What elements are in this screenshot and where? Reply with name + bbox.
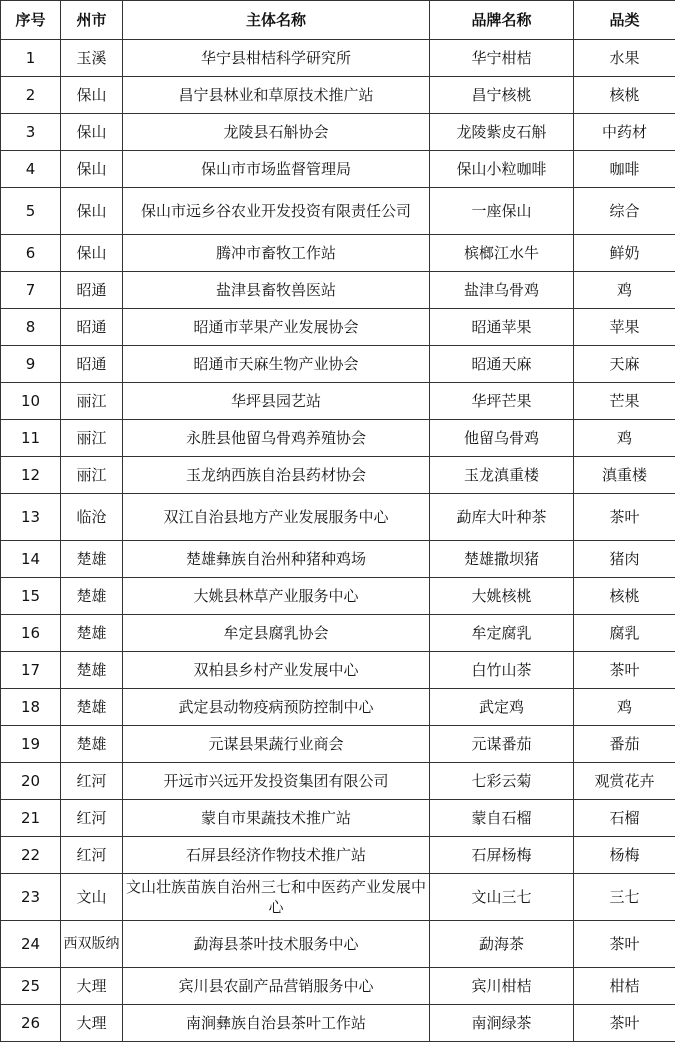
table-row xyxy=(1,151,675,188)
cell-prefecture: 昭通 xyxy=(61,309,123,346)
table-row xyxy=(1,188,675,235)
cell-prefecture: 昭通 xyxy=(61,346,123,383)
table-row xyxy=(1,874,675,921)
cell-prefecture: 丽江 xyxy=(61,457,123,494)
cell-brand-name: 宾川柑桔 xyxy=(430,968,574,1005)
cell-category: 中药材 xyxy=(574,114,675,151)
cell-prefecture: 丽江 xyxy=(61,420,123,457)
cell-prefecture: 楚雄 xyxy=(61,652,123,689)
cell-entity-name: 勐海县茶叶技术服务中心 xyxy=(123,921,430,968)
cell-entity-name: 大姚县林草产业服务中心 xyxy=(123,578,430,615)
cell-index: 8 xyxy=(1,309,61,346)
cell-entity-name: 牟定县腐乳协会 xyxy=(123,615,430,652)
cell-brand-name: 蒙自石榴 xyxy=(430,800,574,837)
table-row xyxy=(1,763,675,800)
cell-entity-name: 南涧彝族自治县茶叶工作站 xyxy=(123,1005,430,1042)
cell-entity-name: 双柏县乡村产业发展中心 xyxy=(123,652,430,689)
cell-category: 三七 xyxy=(574,874,675,921)
table-row xyxy=(1,272,675,309)
cell-index: 6 xyxy=(1,235,61,272)
cell-entity-name: 保山市市场监督管理局 xyxy=(123,151,430,188)
cell-category: 腐乳 xyxy=(574,615,675,652)
cell-prefecture: 保山 xyxy=(61,77,123,114)
cell-prefecture: 楚雄 xyxy=(61,726,123,763)
cell-category: 综合 xyxy=(574,188,675,235)
cell-index: 16 xyxy=(1,615,61,652)
cell-category: 鸡 xyxy=(574,689,675,726)
cell-brand-name: 石屏杨梅 xyxy=(430,837,574,874)
cell-category: 天麻 xyxy=(574,346,675,383)
cell-category: 茶叶 xyxy=(574,921,675,968)
cell-index: 25 xyxy=(1,968,61,1005)
header-prefecture: 州市 xyxy=(61,1,123,40)
cell-category: 芒果 xyxy=(574,383,675,420)
cell-index: 1 xyxy=(1,40,61,77)
cell-prefecture: 大理 xyxy=(61,968,123,1005)
cell-prefecture: 楚雄 xyxy=(61,615,123,652)
cell-brand-name: 白竹山茶 xyxy=(430,652,574,689)
table-row xyxy=(1,309,675,346)
cell-entity-name: 武定县动物疫病预防控制中心 xyxy=(123,689,430,726)
cell-category: 咖啡 xyxy=(574,151,675,188)
cell-category: 滇重楼 xyxy=(574,457,675,494)
cell-category: 番茄 xyxy=(574,726,675,763)
cell-index: 24 xyxy=(1,921,61,968)
cell-prefecture: 丽江 xyxy=(61,383,123,420)
cell-category: 苹果 xyxy=(574,309,675,346)
cell-entity-name: 开远市兴远开发投资集团有限公司 xyxy=(123,763,430,800)
table-row xyxy=(1,40,675,77)
cell-entity-name: 永胜县他留乌骨鸡养殖协会 xyxy=(123,420,430,457)
cell-prefecture: 临沧 xyxy=(61,494,123,541)
cell-brand-name: 保山小粒咖啡 xyxy=(430,151,574,188)
table-row xyxy=(1,726,675,763)
cell-prefecture: 红河 xyxy=(61,837,123,874)
table-row xyxy=(1,457,675,494)
table-row xyxy=(1,837,675,874)
cell-prefecture: 保山 xyxy=(61,235,123,272)
cell-category: 茶叶 xyxy=(574,494,675,541)
cell-category: 观赏花卉 xyxy=(574,763,675,800)
cell-brand-name: 牟定腐乳 xyxy=(430,615,574,652)
cell-entity-name: 华坪县园艺站 xyxy=(123,383,430,420)
cell-entity-name: 楚雄彝族自治州种猪种鸡场 xyxy=(123,541,430,578)
cell-entity-name: 元谋县果蔬行业商会 xyxy=(123,726,430,763)
cell-brand-name: 龙陵紫皮石斛 xyxy=(430,114,574,151)
cell-index: 13 xyxy=(1,494,61,541)
cell-prefecture: 昭通 xyxy=(61,272,123,309)
cell-brand-name: 勐库大叶种茶 xyxy=(430,494,574,541)
cell-brand-name: 七彩云菊 xyxy=(430,763,574,800)
table-row xyxy=(1,578,675,615)
cell-entity-name: 昌宁县林业和草原技术推广站 xyxy=(123,77,430,114)
cell-brand-name: 一座保山 xyxy=(430,188,574,235)
cell-index: 21 xyxy=(1,800,61,837)
cell-prefecture: 大理 xyxy=(61,1005,123,1042)
cell-brand-name: 南涧绿茶 xyxy=(430,1005,574,1042)
cell-category: 茶叶 xyxy=(574,652,675,689)
cell-brand-name: 他留乌骨鸡 xyxy=(430,420,574,457)
table-body xyxy=(1,40,675,1042)
cell-index: 17 xyxy=(1,652,61,689)
cell-category: 水果 xyxy=(574,40,675,77)
cell-category: 杨梅 xyxy=(574,837,675,874)
cell-category: 核桃 xyxy=(574,578,675,615)
cell-entity-name: 石屏县经济作物技术推广站 xyxy=(123,837,430,874)
cell-entity-name: 腾冲市畜牧工作站 xyxy=(123,235,430,272)
header-entity-name: 主体名称 xyxy=(123,1,430,40)
cell-prefecture: 玉溪 xyxy=(61,40,123,77)
cell-brand-name: 槟榔江水牛 xyxy=(430,235,574,272)
table-row xyxy=(1,800,675,837)
cell-brand-name: 勐海茶 xyxy=(430,921,574,968)
cell-index: 3 xyxy=(1,114,61,151)
cell-brand-name: 昭通苹果 xyxy=(430,309,574,346)
cell-prefecture: 保山 xyxy=(61,114,123,151)
cell-prefecture: 红河 xyxy=(61,800,123,837)
cell-prefecture: 西双版纳 xyxy=(61,921,123,968)
table-row xyxy=(1,420,675,457)
cell-index: 14 xyxy=(1,541,61,578)
table-row xyxy=(1,968,675,1005)
cell-entity-name: 文山壮族苗族自治州三七和中医药产业发展中心 xyxy=(123,874,430,921)
cell-category: 柑桔 xyxy=(574,968,675,1005)
cell-category: 茶叶 xyxy=(574,1005,675,1042)
cell-prefecture: 楚雄 xyxy=(61,578,123,615)
cell-category: 核桃 xyxy=(574,77,675,114)
cell-prefecture: 保山 xyxy=(61,188,123,235)
header-category: 品类 xyxy=(574,1,675,40)
header-brand-name: 品牌名称 xyxy=(430,1,574,40)
cell-category: 猪肉 xyxy=(574,541,675,578)
table-row xyxy=(1,615,675,652)
cell-index: 23 xyxy=(1,874,61,921)
cell-index: 2 xyxy=(1,77,61,114)
cell-entity-name: 龙陵县石斛协会 xyxy=(123,114,430,151)
cell-entity-name: 双江自治县地方产业发展服务中心 xyxy=(123,494,430,541)
cell-index: 11 xyxy=(1,420,61,457)
cell-index: 4 xyxy=(1,151,61,188)
cell-brand-name: 昌宁核桃 xyxy=(430,77,574,114)
cell-brand-name: 玉龙滇重楼 xyxy=(430,457,574,494)
cell-entity-name: 宾川县农副产品营销服务中心 xyxy=(123,968,430,1005)
cell-prefecture: 文山 xyxy=(61,874,123,921)
cell-category: 鸡 xyxy=(574,272,675,309)
cell-prefecture: 楚雄 xyxy=(61,541,123,578)
cell-brand-name: 华宁柑桔 xyxy=(430,40,574,77)
cell-brand-name: 华坪芒果 xyxy=(430,383,574,420)
table-row xyxy=(1,77,675,114)
cell-index: 15 xyxy=(1,578,61,615)
table-row xyxy=(1,114,675,151)
cell-index: 7 xyxy=(1,272,61,309)
cell-category: 鸡 xyxy=(574,420,675,457)
cell-prefecture: 楚雄 xyxy=(61,689,123,726)
table-row xyxy=(1,494,675,541)
cell-entity-name: 昭通市苹果产业发展协会 xyxy=(123,309,430,346)
cell-entity-name: 玉龙纳西族自治县药材协会 xyxy=(123,457,430,494)
cell-index: 9 xyxy=(1,346,61,383)
cell-entity-name: 昭通市天麻生物产业协会 xyxy=(123,346,430,383)
cell-entity-name: 盐津县畜牧兽医站 xyxy=(123,272,430,309)
cell-brand-name: 元谋番茄 xyxy=(430,726,574,763)
cell-entity-name: 蒙自市果蔬技术推广站 xyxy=(123,800,430,837)
cell-index: 10 xyxy=(1,383,61,420)
cell-prefecture: 红河 xyxy=(61,763,123,800)
table-row xyxy=(1,383,675,420)
cell-index: 12 xyxy=(1,457,61,494)
header-row xyxy=(1,1,675,40)
cell-index: 20 xyxy=(1,763,61,800)
table-row xyxy=(1,235,675,272)
table-row xyxy=(1,346,675,383)
cell-entity-name: 华宁县柑桔科学研究所 xyxy=(123,40,430,77)
table-row xyxy=(1,689,675,726)
table-row xyxy=(1,1005,675,1042)
cell-prefecture: 保山 xyxy=(61,151,123,188)
cell-brand-name: 楚雄撒坝猪 xyxy=(430,541,574,578)
cell-index: 19 xyxy=(1,726,61,763)
table-row xyxy=(1,652,675,689)
cell-index: 26 xyxy=(1,1005,61,1042)
cell-brand-name: 武定鸡 xyxy=(430,689,574,726)
cell-brand-name: 盐津乌骨鸡 xyxy=(430,272,574,309)
table-row xyxy=(1,541,675,578)
header-index: 序号 xyxy=(1,1,61,40)
cell-brand-name: 大姚核桃 xyxy=(430,578,574,615)
cell-index: 22 xyxy=(1,837,61,874)
cell-brand-name: 文山三七 xyxy=(430,874,574,921)
table-row xyxy=(1,921,675,968)
cell-index: 18 xyxy=(1,689,61,726)
cell-entity-name: 保山市远乡谷农业开发投资有限责任公司 xyxy=(123,188,430,235)
cell-category: 鲜奶 xyxy=(574,235,675,272)
cell-index: 5 xyxy=(1,188,61,235)
cell-brand-name: 昭通天麻 xyxy=(430,346,574,383)
cell-category: 石榴 xyxy=(574,800,675,837)
